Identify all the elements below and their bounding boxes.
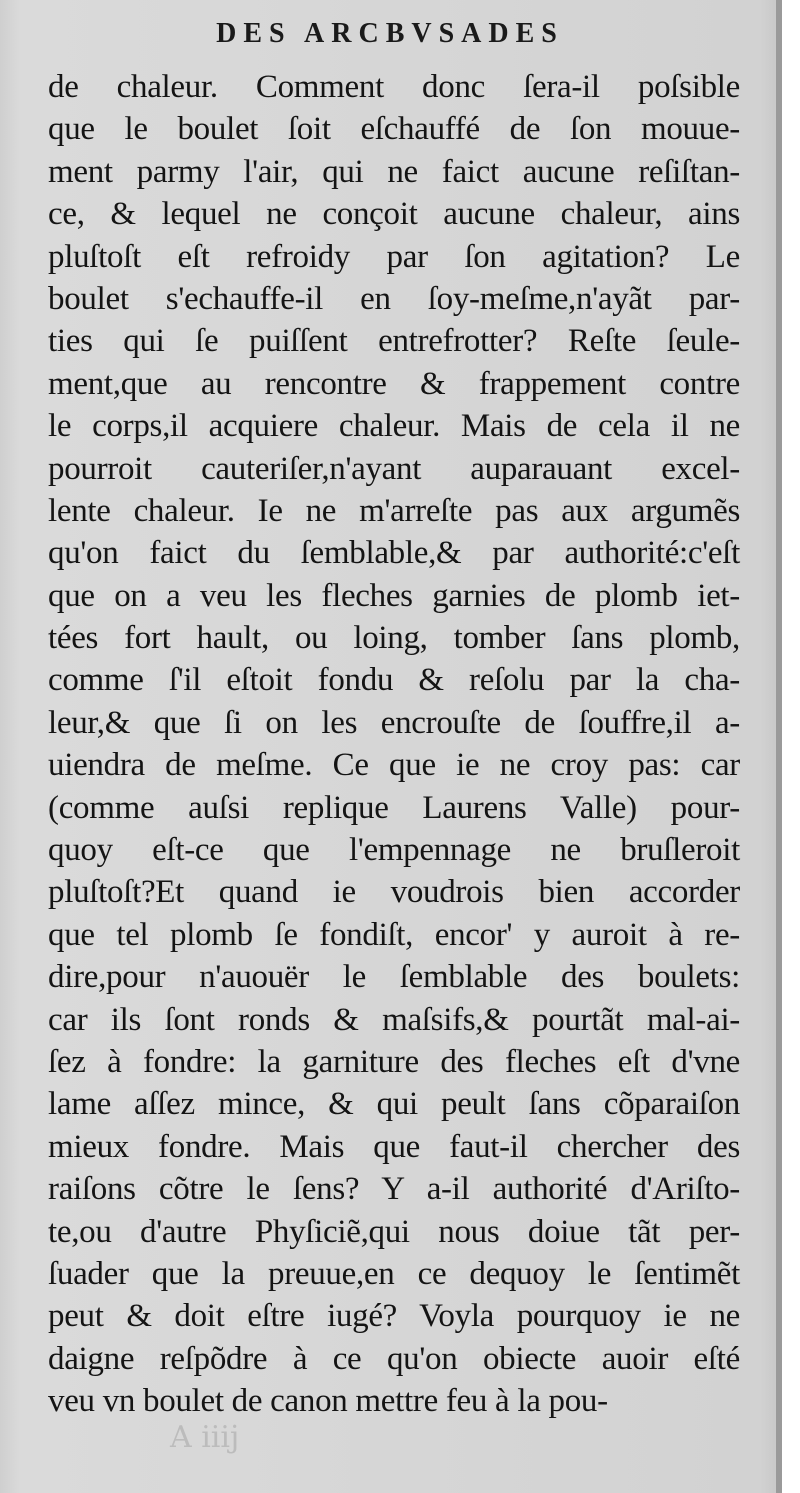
text-line: te,ou d'autre Phyſiciẽ,qui nous doiue tãt per- xyxy=(48,1213,740,1250)
text-line: tées fort hault, ou loing, tomber ſans plomb, xyxy=(48,620,740,657)
text-line: pluſtoſt eſt refroidy par ſon agitation? Le xyxy=(48,238,740,275)
text-line: boulet s'echauffe-il en ſoy-meſme,n'ayãt par- xyxy=(48,280,740,317)
text-line: lente chaleur. Ie ne m'arreſte pas aux argumẽs xyxy=(48,492,740,529)
running-head: DES ARCBVSADES xyxy=(216,18,564,49)
text-line: qu'on faict du ſemblable,& par authorité:c'eſt xyxy=(48,535,740,572)
text-line: leur,& que ſi on les encrouſte de ſouffre,il a- xyxy=(48,704,740,741)
text-line: ſuader que la preuue,en ce dequoy le ſentimẽt xyxy=(48,1255,740,1292)
text-line: lame aſſez mince, & qui peult ſans cõparaiſon xyxy=(48,1086,740,1123)
text-line: que le boulet ſoit eſchauffé de ſon mouue- xyxy=(48,111,740,148)
text-line: pluſtoſt?Et quand ie voudrois bien accorder xyxy=(48,874,740,911)
page-edge xyxy=(776,0,782,1493)
text-line: que tel plomb ſe fondiſt, encor' y auroit à re- xyxy=(48,916,740,953)
text-line: car ils ſont ronds & maſsifs,& pourtãt mal-ai- xyxy=(48,1001,740,1038)
body-text xyxy=(48,66,740,1423)
text-line: raiſons cõtre le ſens? Y a-il authorité d'Ariſto- xyxy=(48,1171,740,1208)
text-line: quoy eſt-ce que l'empennage ne bruſleroit xyxy=(48,832,740,869)
text-line: dire,pour n'auouër le ſemblable des boulets: xyxy=(48,959,740,996)
text-line: (comme auſsi replique Laurens Valle) pour- xyxy=(48,789,740,826)
text-line: ment parmy l'air, qui ne faict aucune reſiſtan- xyxy=(48,153,740,190)
text-line: ties qui ſe puiſſent entrefrotter? Reſte ſeule- xyxy=(48,323,740,360)
text-line: ſez à fondre: la garniture des fleches eſt d'vne xyxy=(48,1043,740,1080)
text-line: daigne reſpõdre à ce qu'on obiecte auoir eſté xyxy=(48,1340,740,1377)
text-line: de chaleur. Comment donc ſera-il poſsible xyxy=(48,69,740,105)
text-line: mieux fondre. Mais que faut-il chercher des xyxy=(48,1128,740,1165)
text-line: ce, & lequel ne conçoit aucune chaleur, ains xyxy=(48,196,740,233)
text-line: peut & doit eſtre iugé? Voyla pourquoy ie ne xyxy=(48,1298,740,1335)
text-line: le corps,il acquiere chaleur. Mais de cela il ne xyxy=(48,408,740,445)
text-line: veu vn boulet de canon mettre feu à la pou- xyxy=(48,1383,608,1420)
text-line: que on a veu les fleches garnies de plomb iet- xyxy=(48,577,740,614)
text-line: ment,que au rencontre & frappement contre xyxy=(48,365,740,402)
text-line: pourroit cauteriſer,n'ayant auparauant excel- xyxy=(48,450,740,487)
bleed-through-signature: A iiij xyxy=(170,1420,240,1455)
text-line: uiendra de meſme. Ce que ie ne croy pas: car xyxy=(48,747,740,784)
text-line: comme ſ'il eſtoit fondu & reſolu par la cha- xyxy=(48,662,740,699)
